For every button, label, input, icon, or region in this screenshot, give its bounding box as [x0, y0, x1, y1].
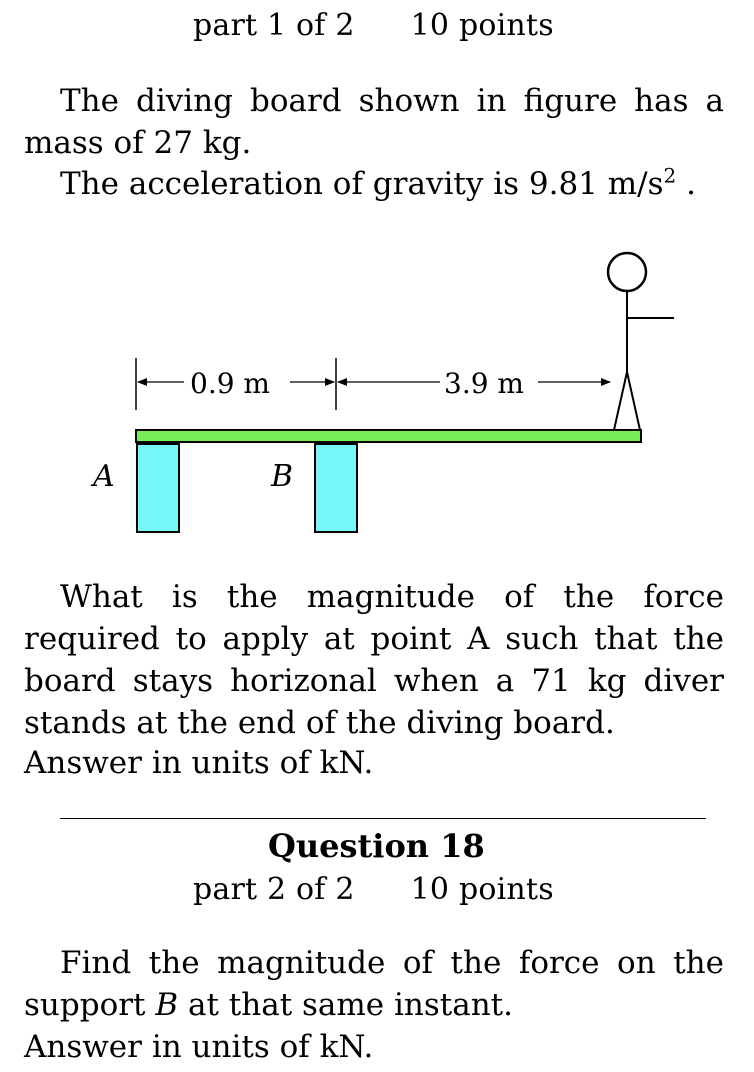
- question-18-title: Question 18: [268, 827, 485, 865]
- part-2-header: [193, 872, 554, 907]
- diver-head: [608, 253, 646, 291]
- question-1-units-text: Answer in units of kN.: [24, 745, 374, 781]
- intro-mass-text: The diving board shown in figure has a mass of 27 kg.: [24, 83, 724, 161]
- diver-leg-left: [614, 372, 627, 430]
- section-divider: [60, 818, 706, 819]
- gravity-suffix: .: [676, 166, 696, 202]
- label-b: B: [271, 459, 294, 494]
- part-1-points: 10 points: [410, 8, 554, 43]
- gravity-exponent: 2: [663, 163, 677, 188]
- question-2-var-b: B: [155, 987, 179, 1023]
- part-2-points: 10 points: [410, 872, 554, 907]
- question-1-units: [24, 742, 724, 784]
- question-2-units-text: Answer in units of kN.: [24, 1029, 374, 1065]
- question-2-units: [24, 1026, 724, 1068]
- question-1-paragraph: [24, 576, 724, 744]
- part-2-label: part 2 of 2: [193, 872, 355, 907]
- support-a: [137, 444, 179, 532]
- question-1-text: What is the magnitude of the force required to apply at point A such that the board stays horizonal when a 71 kg diver stands at the end of the diving board.: [24, 579, 724, 741]
- diver-leg-right: [627, 372, 640, 430]
- label-a: A: [93, 459, 115, 494]
- support-b: [315, 444, 357, 532]
- dim-label-left: 0.9 m: [190, 367, 270, 400]
- question-2-paragraph: [24, 942, 724, 1026]
- diving-board: [136, 430, 641, 442]
- question-2-text-prefix: Find the magnitude of the force on the support: [24, 945, 724, 1023]
- question-2-text-suffix: at that same instant.: [178, 987, 513, 1023]
- gravity-text: The acceleration of gravity is 9.81 m/s: [60, 166, 664, 202]
- part-1-label: part 1 of 2: [193, 8, 355, 43]
- dim-label-right: 3.9 m: [444, 367, 524, 400]
